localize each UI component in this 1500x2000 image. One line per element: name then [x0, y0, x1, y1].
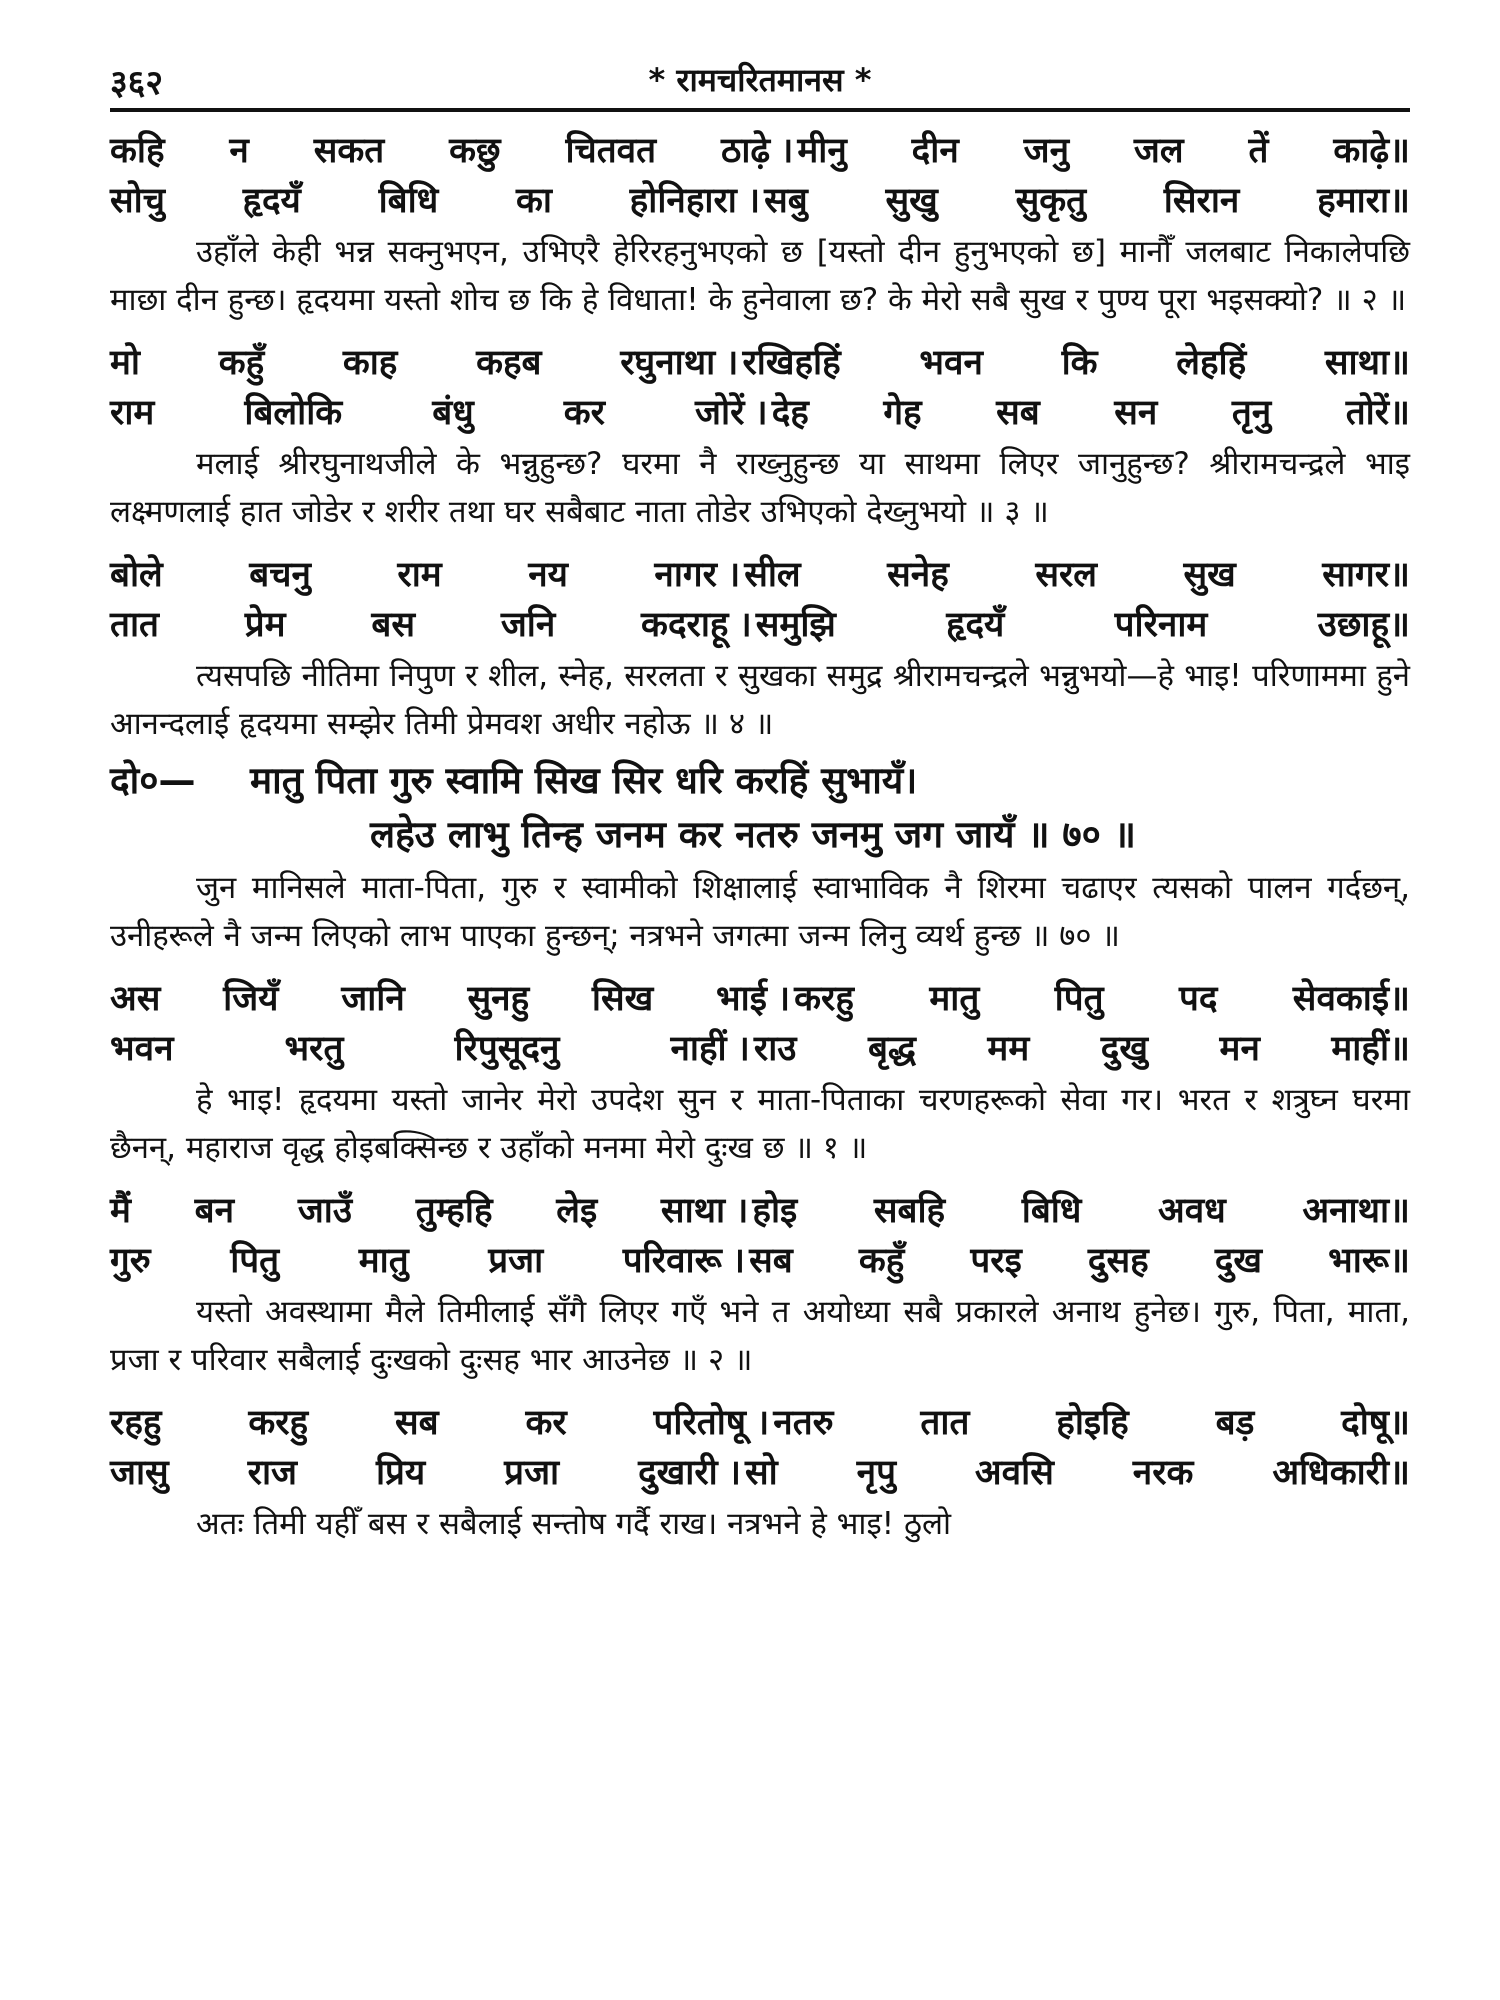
- verse-separator: ।: [736, 1029, 750, 1069]
- translation-paragraph: उहाँले केही भन्न सक्नुभएन, उभिएरै हेरिरहनुभएको छ [यस्तो दीन हुनुभएको छ] मानौँ जलबाट निकालेपछि माछा दीन हुन्छ। हृदयमा यस्तो शोच छ कि हे विधाता! के हुनेवाला छ? के मेरो सबै सुख र पुण्य पूरा भइसक्यो? ॥ २ ॥: [110, 234, 1410, 318]
- verse-half: अस जियँ जानि सुनहु सिख भाई: [110, 979, 767, 1019]
- verse-separator: ।: [726, 555, 741, 595]
- verse-end-mark: ॥: [1389, 555, 1411, 595]
- verse-line: [110, 1186, 1410, 1236]
- verse-line: [110, 1236, 1410, 1286]
- doha-text: मातु पिता गुरु स्वामि सिख सिर धरि करहिं सुभायँ।: [250, 759, 918, 802]
- verse-half: तात प्रेम बस जनि कदराहू: [110, 605, 729, 645]
- verse-separator: ।: [746, 181, 761, 221]
- running-title: * रामचरितमानस *: [648, 61, 872, 99]
- verse-half: गुरु पितु मातु प्रजा परिवारू: [110, 1241, 722, 1281]
- chaupai-block-4: [110, 974, 1410, 1172]
- chaupai-block-6: [110, 1398, 1410, 1548]
- verse-half: सोचु हृदयँ बिधि का होनिहारा: [110, 181, 737, 221]
- verse-end-mark: ॥: [1389, 131, 1410, 171]
- verse-separator: ।: [725, 343, 739, 383]
- header-rule: [110, 108, 1410, 112]
- verse-separator: ।: [738, 605, 752, 645]
- verse-half: जासु राज प्रिय प्रजा दुखारी: [110, 1453, 718, 1493]
- chaupai-block-1: [110, 126, 1410, 324]
- verse-end-mark: ॥: [1389, 1453, 1410, 1493]
- verse-half: होइ सबहि बिधि अवध अनाथा: [752, 1191, 1390, 1231]
- verse-end-mark: ॥: [1389, 605, 1410, 645]
- verse-separator: ।: [731, 1241, 746, 1281]
- verse-separator: ।: [756, 1403, 770, 1443]
- verse-line: [110, 1448, 1410, 1498]
- verse-half: रखिहहिं भवन कि लेहहिं साथा: [742, 343, 1390, 383]
- book-page: [110, 40, 1410, 1980]
- verse-line: [110, 550, 1410, 600]
- verse-half: कहि न सकत कछु चितवत ठाढ़े: [110, 131, 771, 171]
- verse-end-mark: ॥: [1389, 979, 1411, 1019]
- verse-half: करहु मातु पितु पद सेवकाई: [794, 979, 1390, 1019]
- translation-paragraph: त्यसपछि नीतिमा निपुण र शील, स्नेह, सरलता र सुखका समुद्र श्रीरामचन्द्रले भन्नुभयो—हे भाइ! परिणाममा हुने आनन्दलाई हृदयमा सम्झेर तिमी प्रेमवश अधीर नहोऊ ॥ ४ ॥: [110, 658, 1410, 742]
- page-header: [110, 40, 1410, 104]
- translation-paragraph: जुन मानिसले माता-पिता, गुरु र स्वामीको शिक्षालाई स्वाभाविक नै शिरमा चढाएर त्यसको पालन गर्दछन्, उनीहरूले नै जन्म लिएको लाभ पाएका हुन्छन्; नत्रभने जगत्मा जन्म लिनु व्यर्थ हुन्छ ॥ ७० ॥: [110, 870, 1410, 954]
- verse-half: भवन भरतु रिपुसूदनु नाहीं: [110, 1029, 727, 1069]
- verse-half: सो नृपु अवसि नरक अधिकारी: [745, 1453, 1390, 1493]
- verse-line: [110, 600, 1410, 650]
- doha-block: [110, 754, 1410, 862]
- verse-end-mark: ॥: [1389, 1191, 1411, 1231]
- verse-end-mark: ॥: [1389, 343, 1411, 383]
- translation-paragraph: यस्तो अवस्थामा मैले तिमीलाई सँगै लिएर गएँ भने त अयोध्या सबै प्रकारले अनाथ हुनेछ। गुरु, पिता, माता, प्रजा र परिवार सबैलाई दुःखको दुःसह भार आउनेछ ॥ २ ॥: [110, 1294, 1410, 1378]
- verse-half: राउ बृद्ध मम दुखु मन माहीं: [753, 1029, 1390, 1069]
- translation-paragraph: अतः तिमी यहीँ बस र सबैलाई सन्तोष गर्दै राख। नत्रभने हे भाइ! ठुलो: [196, 1506, 952, 1542]
- verse-end-mark: ॥: [1389, 1029, 1410, 1069]
- verse-half: बोले बचनु राम नय नागर: [110, 555, 717, 595]
- verse-line: [110, 176, 1410, 226]
- chaupai-block-5: [110, 1186, 1410, 1384]
- chaupai-block-3: [110, 550, 1410, 748]
- verse-half: सील सनेह सरल सुख सागर: [744, 555, 1390, 595]
- doha-label: दो०—: [110, 759, 196, 802]
- doha-line-2: [110, 808, 1410, 862]
- verse-half: मो कहुँ काह कहब रघुनाथा: [110, 343, 716, 383]
- verse-end-mark: ॥: [1389, 1241, 1410, 1281]
- verse-half: सब कहुँ परइ दुसह दुख भारू: [749, 1241, 1390, 1281]
- verse-line: [110, 1024, 1410, 1074]
- verse-separator: ।: [735, 1191, 749, 1231]
- verse-half: राम बिलोकि बंधु कर जोरें: [110, 393, 745, 433]
- verse-separator: ।: [776, 979, 791, 1019]
- verse-separator: ।: [754, 393, 768, 433]
- translation-paragraph: मलाई श्रीरघुनाथजीले के भन्नुहुन्छ? घरमा नै राख्नुहुन्छ या साथमा लिएर जानुहुन्छ? श्रीरामचन्द्रले भाइ लक्ष्मणलाई हात जोडेर र शरीर तथा घर सबैबाट नाता तोडेर उभिएको देख्नुभयो ॥ ३ ॥: [110, 446, 1410, 530]
- verse-half: मैं बन जाउँ तुम्हहि लेइ साथा: [110, 1191, 726, 1231]
- verse-half: समुझि हृदयँ परिनाम उछाहू: [755, 605, 1390, 645]
- verse-end-mark: ॥: [1389, 181, 1411, 221]
- verse-half: नतरु तात होइहि बड़ दोषू: [773, 1403, 1390, 1443]
- verse-line: [110, 338, 1410, 388]
- verse-end-mark: ॥: [1389, 1403, 1410, 1443]
- page-number: ३६२: [110, 63, 164, 103]
- verse-line: [110, 974, 1410, 1024]
- verse-end-mark: ॥: [1389, 393, 1410, 433]
- doha-line-1: [110, 754, 1410, 808]
- translation-paragraph: हे भाइ! हृदयमा यस्तो जानेर मेरो उपदेश सुन र माता-पिताका चरणहरूको सेवा गर। भरत र शत्रुघ्न घरमा छैनन्, महाराज वृद्ध होइबक्सिन्छ र उहाँको मनमा मेरो दुःख छ ॥ १ ॥: [110, 1082, 1410, 1166]
- verse-half: सबु सुखु सुकृतु सिरान हमारा: [764, 181, 1390, 221]
- chaupai-block-2: [110, 338, 1410, 536]
- verse-line: [110, 126, 1410, 176]
- verse-separator: ।: [727, 1453, 741, 1493]
- verse-half: मीनु दीन जनु जल तें काढ़े: [797, 131, 1390, 171]
- verse-half: देह गेह सब सन तृनु तोरें: [771, 393, 1390, 433]
- verse-line: [110, 388, 1410, 438]
- verse-line: [110, 1398, 1410, 1448]
- verse-separator: ।: [780, 131, 794, 171]
- verse-half: रहहु करहु सब कर परितोषू: [110, 1403, 747, 1443]
- doha-text: लहेउ लाभु तिन्ह जनम कर नतरु जनमु जग जायँ ॥ ७० ॥: [370, 813, 1136, 856]
